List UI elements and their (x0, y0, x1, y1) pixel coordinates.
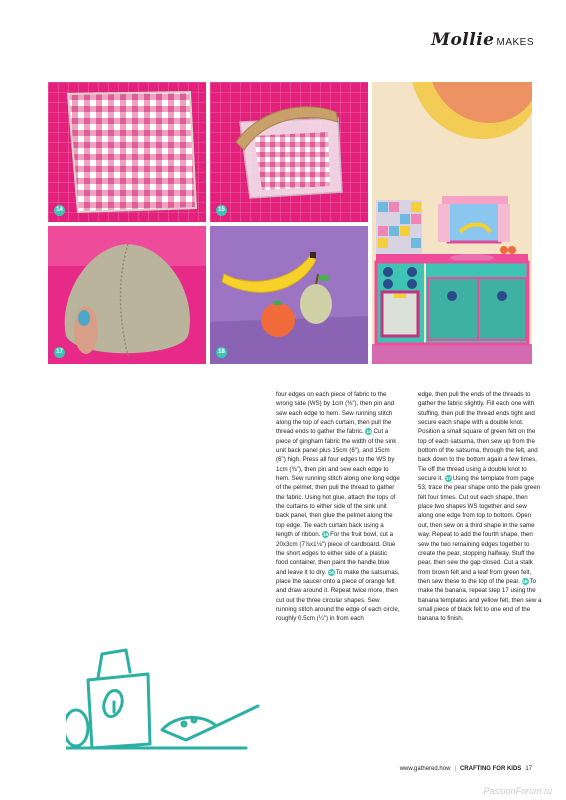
paragraph-step-14: Cut a piece of gingham fabric the width of the sink unit back panel plus 15cm (6"), and 15cm (6") high. Press all four edges to the WS by 1cm (⅜"), then pin and sew each edge to hem. Sew running stitch along one long edge of the pelmet, then pull the thread to gather the fabric. Using hot glue, attach the tops of the curtains to either side of the sink unit back panel, then glue the pelmet along the top edge. Tie each curtain back using a length of ribbon. (276, 428, 400, 539)
step-number-15: 15 (323, 532, 329, 538)
page-footer (400, 766, 532, 772)
paragraph-continued-2: edge, then pull the ends of the threads to gather the fabric slightly. Fill each one with stuffing, then pull the thread ends tight and secure each shape with a double knot. Position a small square of green felt on the top of each satsuma, then sew up from the bottom of the satsuma, through the felt, and back down to the bottom again a few times. Tie off the thread using a double knot to secure it. (418, 391, 538, 483)
brand-logo-script: Mollie (431, 30, 495, 50)
photo-step-18 (210, 226, 368, 364)
footer-url: www.gathered.how (399, 766, 451, 772)
page-number: 17 (525, 766, 532, 772)
paragraph-step-18: To make the banana, repeat step 17 using the banana templates and yellow felt, then sew a small piece of black felt to one end of the banana to finish. (418, 577, 542, 623)
footer-section: CRAFTING FOR KIDS (459, 766, 522, 772)
step-badge-18: 18 (216, 347, 227, 358)
baking-illustration (66, 640, 266, 760)
step-number-17: 17 (445, 476, 451, 482)
step-badge-15: 15 (216, 205, 227, 216)
footer-separator: | (454, 766, 456, 772)
brand-logo-caps: MAKES (496, 37, 534, 48)
paragraph-step-17: Using the template from page 53, trace the pear shape onto the pale green felt four times. Cut out each shape, then place two shapes WS together and sew along one edge from top to bottom. Open out, then sew on a third shape in the same way. Repeat to add the fourth shape, then sew the two remaining edges together to create the pear, stopping halfway. Stuff the pear, then sew the gap closed. Cut a stalk from brown felt and a leaf from green felt, then sew these to the top of the pear. (418, 475, 541, 585)
step-badge-14: 14 (54, 205, 65, 216)
instructions-columns (276, 390, 542, 624)
magazine-header (431, 30, 534, 50)
step-number-14: 14 (366, 429, 372, 435)
paragraph-step-15: For the fruit bowl, cut a 20x3cm (7⅞x1⅛") piece of cardboard. Glue the short edges to either side of a plastic food container, then paint the handle blue and leave it to dry. (276, 531, 396, 576)
paragraph-continued: four edges on each piece of fabric to the wrong side (WS) by 1cm (⅜"), then pin and sew each edge to hem. Sew running stitch along the top of each curtain, then pull the thread ends to gather the fabric. (276, 391, 395, 436)
text-column-1 (276, 390, 400, 624)
photo-play-kitchen (372, 82, 532, 364)
photo-step-17 (48, 226, 206, 364)
step-number-18: 18 (522, 578, 528, 584)
photo-step-15 (210, 82, 368, 222)
step-number-16: 16 (328, 569, 334, 575)
text-column-2 (418, 390, 542, 624)
step-badge-17: 17 (54, 347, 65, 358)
photo-step-14 (48, 82, 206, 222)
paragraph-step-16: To make the satsumas, place the saucer onto a piece of orange felt and draw around it. Repeat twice more, then cut out the three circular shapes. Sew running stitch around the edge of each circle, roughly 0.5cm (¼") in from each (276, 568, 400, 623)
watermark: PassionForum.ru (483, 786, 552, 796)
